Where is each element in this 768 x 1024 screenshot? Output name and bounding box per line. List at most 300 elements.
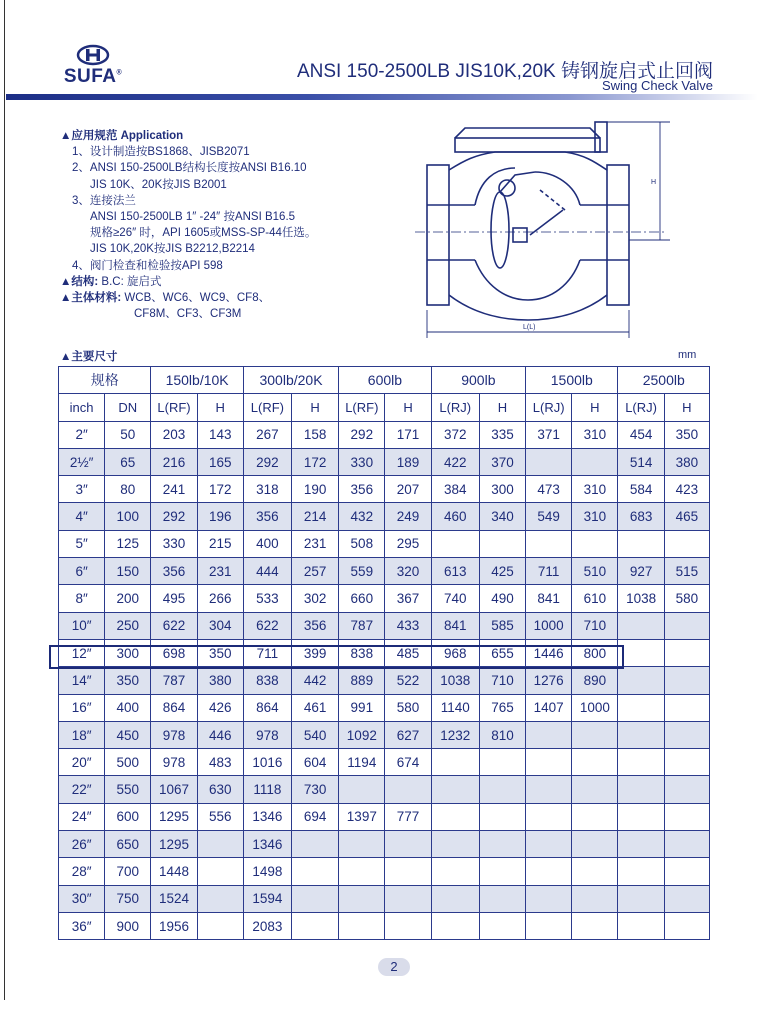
dimension-l-label: L(L) <box>523 324 536 331</box>
table-cell: 5″ <box>59 530 105 557</box>
table-cell: 22″ <box>59 776 105 803</box>
table-cell: 356 <box>339 476 385 503</box>
table-cell <box>385 831 431 858</box>
table-cell <box>197 912 243 939</box>
table-cell: 241 <box>151 476 197 503</box>
table-cell <box>292 831 339 858</box>
table-cell <box>339 885 385 912</box>
sub-header-cell: inch <box>59 394 105 421</box>
brand-mark-icon <box>76 44 110 66</box>
table-cell: 10″ <box>59 612 105 639</box>
table-cell: 604 <box>292 749 339 776</box>
table-cell: 787 <box>339 612 385 639</box>
brand-name: SUFA <box>63 66 117 87</box>
table-cell <box>197 885 243 912</box>
table-cell: 787 <box>151 667 197 694</box>
spec-item-2b: JIS 10K、20K按JIS B2001 <box>90 178 227 191</box>
table-cell: 2½″ <box>59 448 105 475</box>
table-cell: 65 <box>105 448 151 475</box>
table-cell <box>618 776 664 803</box>
table-cell <box>339 776 385 803</box>
table-cell: 1092 <box>339 721 385 748</box>
table-cell: 196 <box>197 503 243 530</box>
table-cell <box>526 721 572 748</box>
table-cell: 350 <box>197 639 243 666</box>
table-cell <box>664 776 709 803</box>
sub-header-cell: L(RF) <box>339 394 385 421</box>
table-cell <box>664 885 709 912</box>
table-cell <box>664 667 709 694</box>
table-cell <box>664 803 709 830</box>
table-cell <box>618 749 664 776</box>
table-cell <box>339 831 385 858</box>
table-row <box>59 749 710 776</box>
table-cell: 292 <box>243 448 291 475</box>
table-cell: 371 <box>526 421 572 448</box>
table-cell: 1397 <box>339 803 385 830</box>
table-cell: 622 <box>243 612 291 639</box>
unit-label: mm <box>678 349 697 361</box>
header-bar <box>6 94 758 100</box>
page-number: 2 <box>378 958 410 976</box>
table-cell: 295 <box>385 530 431 557</box>
table-cell: 189 <box>385 448 431 475</box>
table-cell <box>385 776 431 803</box>
table-cell <box>572 858 618 885</box>
table-cell: 841 <box>431 612 479 639</box>
header-size: 规格 <box>59 367 151 394</box>
table-cell <box>572 749 618 776</box>
table-cell: 318 <box>243 476 291 503</box>
table-cell: 266 <box>197 585 243 612</box>
specifications <box>60 128 400 322</box>
table-cell: 310 <box>572 476 618 503</box>
table-cell <box>572 831 618 858</box>
table-cell <box>618 667 664 694</box>
table-cell: 465 <box>664 503 709 530</box>
table-cell: 14″ <box>59 667 105 694</box>
table-cell: 698 <box>151 639 197 666</box>
table-cell: 310 <box>572 421 618 448</box>
material-value-2: CF8M、CF3、CF3M <box>134 308 242 321</box>
table-cell: 1407 <box>526 694 572 721</box>
table-cell: 683 <box>618 503 664 530</box>
table-cell: 1140 <box>431 694 479 721</box>
table-cell: 978 <box>243 721 291 748</box>
table-cell <box>479 831 525 858</box>
table-cell: 550 <box>105 776 151 803</box>
table-cell <box>292 912 339 939</box>
table-cell <box>292 858 339 885</box>
table-cell: 12″ <box>59 639 105 666</box>
table-cell: 446 <box>197 721 243 748</box>
sub-header-cell: L(RJ) <box>526 394 572 421</box>
table-cell: 150 <box>105 558 151 585</box>
material-value-1: WCB、WC6、WC9、CF8、 <box>124 292 271 305</box>
table-cell: 172 <box>197 476 243 503</box>
table-row <box>59 694 710 721</box>
table-cell: 340 <box>479 503 525 530</box>
material-label: ▲主体材料: <box>60 292 122 305</box>
table-cell: 384 <box>431 476 479 503</box>
table-cell <box>572 885 618 912</box>
table-cell: 433 <box>385 612 431 639</box>
table-cell <box>479 530 525 557</box>
table-cell: 320 <box>385 558 431 585</box>
brand-registered-mark: ® <box>116 69 123 77</box>
table-cell: 249 <box>385 503 431 530</box>
table-cell: 1067 <box>151 776 197 803</box>
table-cell: 508 <box>339 530 385 557</box>
table-cell: 214 <box>292 503 339 530</box>
table-cell: 710 <box>479 667 525 694</box>
table-cell <box>618 912 664 939</box>
table-cell: 730 <box>292 776 339 803</box>
table-cell <box>664 858 709 885</box>
table-cell: 1594 <box>243 885 291 912</box>
table-cell <box>339 858 385 885</box>
table-cell: 250 <box>105 612 151 639</box>
table-cell: 292 <box>151 503 197 530</box>
table-cell <box>664 749 709 776</box>
table-cell <box>479 858 525 885</box>
table-cell <box>431 803 479 830</box>
table-cell <box>664 831 709 858</box>
table-row <box>59 667 710 694</box>
table-cell: 1295 <box>151 831 197 858</box>
table-cell: 740 <box>431 585 479 612</box>
table-cell: 927 <box>618 558 664 585</box>
table-cell: 380 <box>197 667 243 694</box>
sub-header-cell: H <box>197 394 243 421</box>
table-cell <box>618 858 664 885</box>
table-cell: 711 <box>526 558 572 585</box>
table-cell: 292 <box>339 421 385 448</box>
table-cell: 627 <box>385 721 431 748</box>
table-cell: 80 <box>105 476 151 503</box>
table-cell <box>618 639 664 666</box>
table-cell <box>479 803 525 830</box>
table-cell: 400 <box>105 694 151 721</box>
structure-label: ▲结构: <box>60 275 99 288</box>
table-cell: 6″ <box>59 558 105 585</box>
table-cell: 215 <box>197 530 243 557</box>
table-cell: 8″ <box>59 585 105 612</box>
table-cell: 370 <box>479 448 525 475</box>
table-cell: 24″ <box>59 803 105 830</box>
table-cell: 335 <box>479 421 525 448</box>
header-1500lb: 1500lb <box>526 367 618 394</box>
table-cell: 330 <box>339 448 385 475</box>
spec-item-1: 1、设计制造按BS1868、JISB2071 <box>72 146 250 159</box>
table-cell: 30″ <box>59 885 105 912</box>
table-cell <box>526 803 572 830</box>
table-cell: 1524 <box>151 885 197 912</box>
table-cell: 203 <box>151 421 197 448</box>
table-cell: 461 <box>292 694 339 721</box>
table-cell: 426 <box>197 694 243 721</box>
sub-header-cell: H <box>385 394 431 421</box>
table-row <box>59 803 710 830</box>
table-cell: 444 <box>243 558 291 585</box>
table-cell: 216 <box>151 448 197 475</box>
table-cell <box>431 530 479 557</box>
table-cell: 584 <box>618 476 664 503</box>
table-cell: 300 <box>105 639 151 666</box>
header-300lb: 300lb/20K <box>243 367 338 394</box>
table-cell: 400 <box>243 530 291 557</box>
table-cell: 1446 <box>526 639 572 666</box>
table-cell: 350 <box>664 421 709 448</box>
table-cell: 810 <box>479 721 525 748</box>
table-cell: 2″ <box>59 421 105 448</box>
table-cell: 207 <box>385 476 431 503</box>
table-cell: 422 <box>431 448 479 475</box>
table-cell: 231 <box>197 558 243 585</box>
header-900lb: 900lb <box>431 367 525 394</box>
table-cell: 1295 <box>151 803 197 830</box>
table-cell: 485 <box>385 639 431 666</box>
table-row <box>59 585 710 612</box>
table-cell: 630 <box>197 776 243 803</box>
table-cell: 838 <box>339 639 385 666</box>
table-cell: 165 <box>197 448 243 475</box>
table-cell: 556 <box>197 803 243 830</box>
table-cell: 2083 <box>243 912 291 939</box>
page-edge <box>4 0 5 1000</box>
sub-header-cell: H <box>664 394 709 421</box>
table-cell: 356 <box>292 612 339 639</box>
table-cell: 490 <box>479 585 525 612</box>
table-cell <box>572 912 618 939</box>
table-cell: 257 <box>292 558 339 585</box>
table-cell <box>618 885 664 912</box>
table-cell: 158 <box>292 421 339 448</box>
table-cell: 650 <box>105 831 151 858</box>
table-cell: 4″ <box>59 503 105 530</box>
table-cell <box>664 612 709 639</box>
table-row <box>59 476 710 503</box>
table-cell: 1118 <box>243 776 291 803</box>
table-cell: 514 <box>618 448 664 475</box>
table-cell <box>618 612 664 639</box>
table-cell: 483 <box>197 749 243 776</box>
table-cell: 454 <box>618 421 664 448</box>
table-sub-header-row <box>59 394 710 421</box>
table-cell: 350 <box>105 667 151 694</box>
valve-drawing <box>405 110 705 345</box>
sub-header-cell: H <box>292 394 339 421</box>
table-cell: 890 <box>572 667 618 694</box>
sub-header-cell: H <box>479 394 525 421</box>
table-cell <box>431 885 479 912</box>
table-cell <box>664 694 709 721</box>
table-cell: 171 <box>385 421 431 448</box>
table-cell: 1346 <box>243 831 291 858</box>
table-cell <box>664 530 709 557</box>
table-cell: 700 <box>105 858 151 885</box>
dimension-h-label: H <box>651 179 657 186</box>
table-cell <box>664 639 709 666</box>
table-cell: 330 <box>151 530 197 557</box>
table-cell: 864 <box>243 694 291 721</box>
table-cell: 800 <box>572 639 618 666</box>
table-cell: 367 <box>385 585 431 612</box>
table-cell: 1000 <box>572 694 618 721</box>
header-2500lb: 2500lb <box>618 367 710 394</box>
table-cell: 515 <box>664 558 709 585</box>
table-cell <box>664 721 709 748</box>
table-cell: 3″ <box>59 476 105 503</box>
table-cell <box>618 694 664 721</box>
table-cell: 765 <box>479 694 525 721</box>
table-cell: 432 <box>339 503 385 530</box>
table-cell: 968 <box>431 639 479 666</box>
table-row <box>59 912 710 939</box>
table-cell: 613 <box>431 558 479 585</box>
table-cell <box>572 803 618 830</box>
table-cell: 580 <box>664 585 709 612</box>
table-cell: 442 <box>292 667 339 694</box>
table-cell: 18″ <box>59 721 105 748</box>
table-cell <box>572 776 618 803</box>
table-cell: 425 <box>479 558 525 585</box>
table-row <box>59 421 710 448</box>
table-cell <box>664 912 709 939</box>
table-cell: 610 <box>572 585 618 612</box>
table-cell: 20″ <box>59 749 105 776</box>
table-cell: 356 <box>243 503 291 530</box>
table-cell <box>526 448 572 475</box>
table-cell: 267 <box>243 421 291 448</box>
table-cell: 50 <box>105 421 151 448</box>
table-cell: 777 <box>385 803 431 830</box>
table-cell <box>431 912 479 939</box>
table-cell: 991 <box>339 694 385 721</box>
header-600lb: 600lb <box>339 367 431 394</box>
table-cell <box>618 803 664 830</box>
table-cell: 978 <box>151 749 197 776</box>
table-cell: 1038 <box>431 667 479 694</box>
table-cell: 450 <box>105 721 151 748</box>
table-cell: 1498 <box>243 858 291 885</box>
table-cell <box>385 858 431 885</box>
table-cell: 304 <box>197 612 243 639</box>
table-cell: 1232 <box>431 721 479 748</box>
table-cell: 1016 <box>243 749 291 776</box>
table-cell: 200 <box>105 585 151 612</box>
table-row <box>59 558 710 585</box>
table-cell <box>197 831 243 858</box>
table-cell: 1956 <box>151 912 197 939</box>
table-cell <box>526 912 572 939</box>
table-cell <box>431 749 479 776</box>
spec-item-3: 3、连接法兰 <box>72 194 136 207</box>
table-cell: 580 <box>385 694 431 721</box>
table-cell: 356 <box>151 558 197 585</box>
row-highlight-frame <box>49 645 624 669</box>
table-cell: 172 <box>292 448 339 475</box>
table-cell: 1194 <box>339 749 385 776</box>
table-cell <box>385 885 431 912</box>
table-cell: 533 <box>243 585 291 612</box>
table-cell <box>618 831 664 858</box>
table-cell <box>618 721 664 748</box>
table-row <box>59 776 710 803</box>
table-cell: 750 <box>105 885 151 912</box>
table-cell: 16″ <box>59 694 105 721</box>
sub-header-cell: L(RJ) <box>431 394 479 421</box>
page-title: ANSI 150-2500LB JIS10K,20K 铸钢旋启式止回阀 <box>296 61 713 82</box>
sub-header-cell: H <box>572 394 618 421</box>
table-cell: 978 <box>151 721 197 748</box>
sub-header-cell: DN <box>105 394 151 421</box>
spec-item-3a: ANSI 150-2500LB 1″ -24″ 按ANSI B16.5 <box>90 211 296 224</box>
table-cell <box>572 448 618 475</box>
table-cell <box>479 749 525 776</box>
application-heading: ▲应用规范 Application <box>60 130 184 142</box>
table-cell: 1000 <box>526 612 572 639</box>
table-cell: 510 <box>572 558 618 585</box>
table-row <box>59 831 710 858</box>
table-cell: 660 <box>339 585 385 612</box>
table-cell: 473 <box>526 476 572 503</box>
table-row <box>59 503 710 530</box>
table-cell: 622 <box>151 612 197 639</box>
spec-item-3c: JIS 10K,20K按JIS B2212,B2214 <box>90 243 255 256</box>
brand-logo <box>58 44 128 88</box>
table-cell: 841 <box>526 585 572 612</box>
table-cell: 500 <box>105 749 151 776</box>
table-cell: 380 <box>664 448 709 475</box>
table-cell: 495 <box>151 585 197 612</box>
table-cell <box>526 530 572 557</box>
table-cell <box>526 831 572 858</box>
table-cell <box>339 912 385 939</box>
table-cell <box>479 885 525 912</box>
table-cell <box>572 530 618 557</box>
table-cell <box>572 721 618 748</box>
table-cell <box>526 885 572 912</box>
table-cell: 143 <box>197 421 243 448</box>
table-cell: 600 <box>105 803 151 830</box>
table-cell: 655 <box>479 639 525 666</box>
header-150lb: 150lb/10K <box>151 367 243 394</box>
table-cell: 711 <box>243 639 291 666</box>
table-cell <box>479 776 525 803</box>
table-cell: 540 <box>292 721 339 748</box>
spec-item-3b: 规格≥26″ 时，API 1605或MSS-SP-44任选。 <box>90 227 317 240</box>
table-cell: 694 <box>292 803 339 830</box>
table-row <box>59 885 710 912</box>
table-cell <box>479 912 525 939</box>
table-row <box>59 858 710 885</box>
table-cell <box>197 858 243 885</box>
sub-header-cell: L(RF) <box>243 394 291 421</box>
table-cell: 125 <box>105 530 151 557</box>
table-cell: 889 <box>339 667 385 694</box>
table-cell <box>526 749 572 776</box>
table-cell: 710 <box>572 612 618 639</box>
table-cell: 231 <box>292 530 339 557</box>
sub-header-cell: L(RF) <box>151 394 197 421</box>
table-cell <box>431 776 479 803</box>
table-cell: 674 <box>385 749 431 776</box>
table-title: ▲主要尺寸 <box>60 351 118 363</box>
table-cell <box>431 831 479 858</box>
table-cell <box>292 885 339 912</box>
table-cell: 900 <box>105 912 151 939</box>
